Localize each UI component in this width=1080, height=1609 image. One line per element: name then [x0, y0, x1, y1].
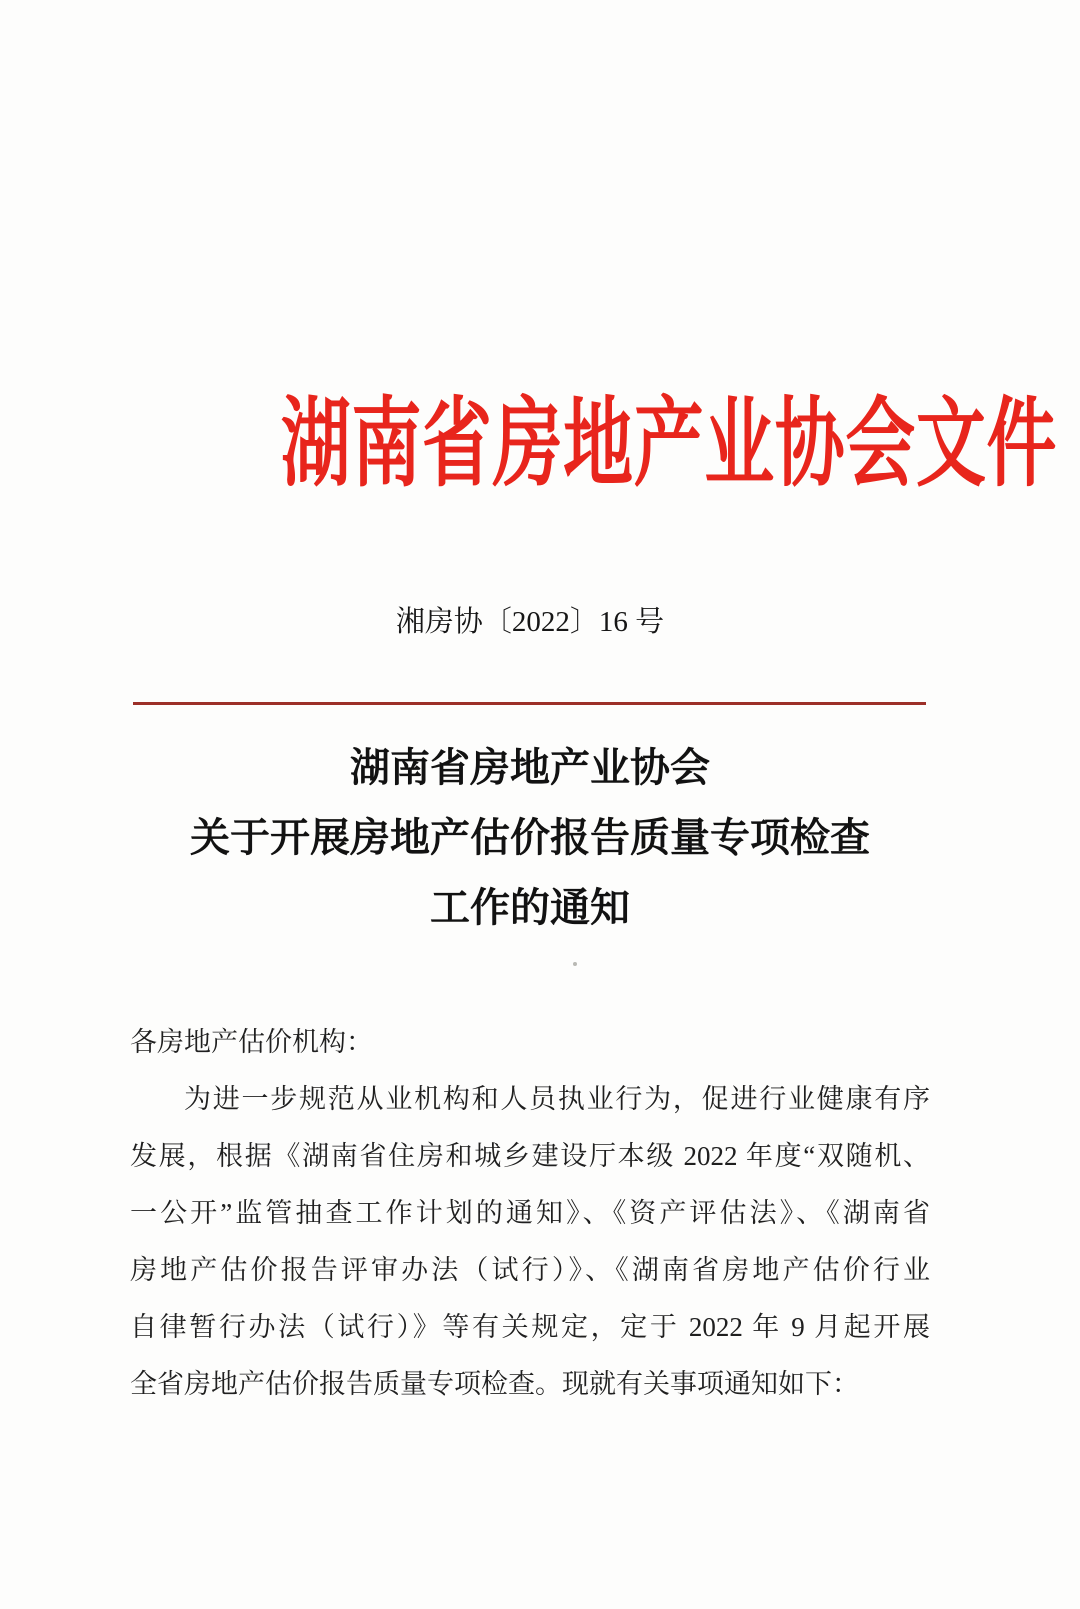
- document-title: [130, 733, 930, 943]
- salutation: 各房地产估价机构：: [130, 1027, 373, 1057]
- scan-artifact-dot: [573, 962, 577, 966]
- document-body: [130, 1014, 930, 1413]
- paragraph-line: 房地产估价报告评审办法（试行）》、《湖南省房地产估价行业: [130, 1255, 930, 1285]
- red-masthead-title: 湖南省房地产业协会文件: [280, 391, 1058, 498]
- title-line-2: 关于开展房地产估价报告质量专项检查: [190, 815, 870, 860]
- paragraph-line: 全省房地产估价报告质量专项检查。现就有关事项通知如下：: [130, 1369, 859, 1399]
- doc-number: 湘房协〔2022〕16 号: [395, 606, 665, 638]
- paragraph-line: 发展，根据《湖南省住房和城乡建设厅本级 2022 年度“双随机、: [130, 1141, 930, 1171]
- title-line-3: 工作的通知: [430, 885, 630, 930]
- paragraph-line: 为进一步规范从业机构和人员执业行为，促进行业健康有序: [184, 1084, 930, 1114]
- paragraph-line: 一公开”监管抽查工作计划的通知》、《资产评估法》、《湖南省: [130, 1198, 930, 1228]
- paragraph-line: 自律暂行办法（试行）》等有关规定，定于 2022 年 9 月起开展: [130, 1312, 930, 1342]
- red-masthead: [130, 389, 1058, 529]
- red-separator-line: [133, 702, 926, 705]
- title-line-1: 湖南省房地产业协会: [350, 745, 710, 790]
